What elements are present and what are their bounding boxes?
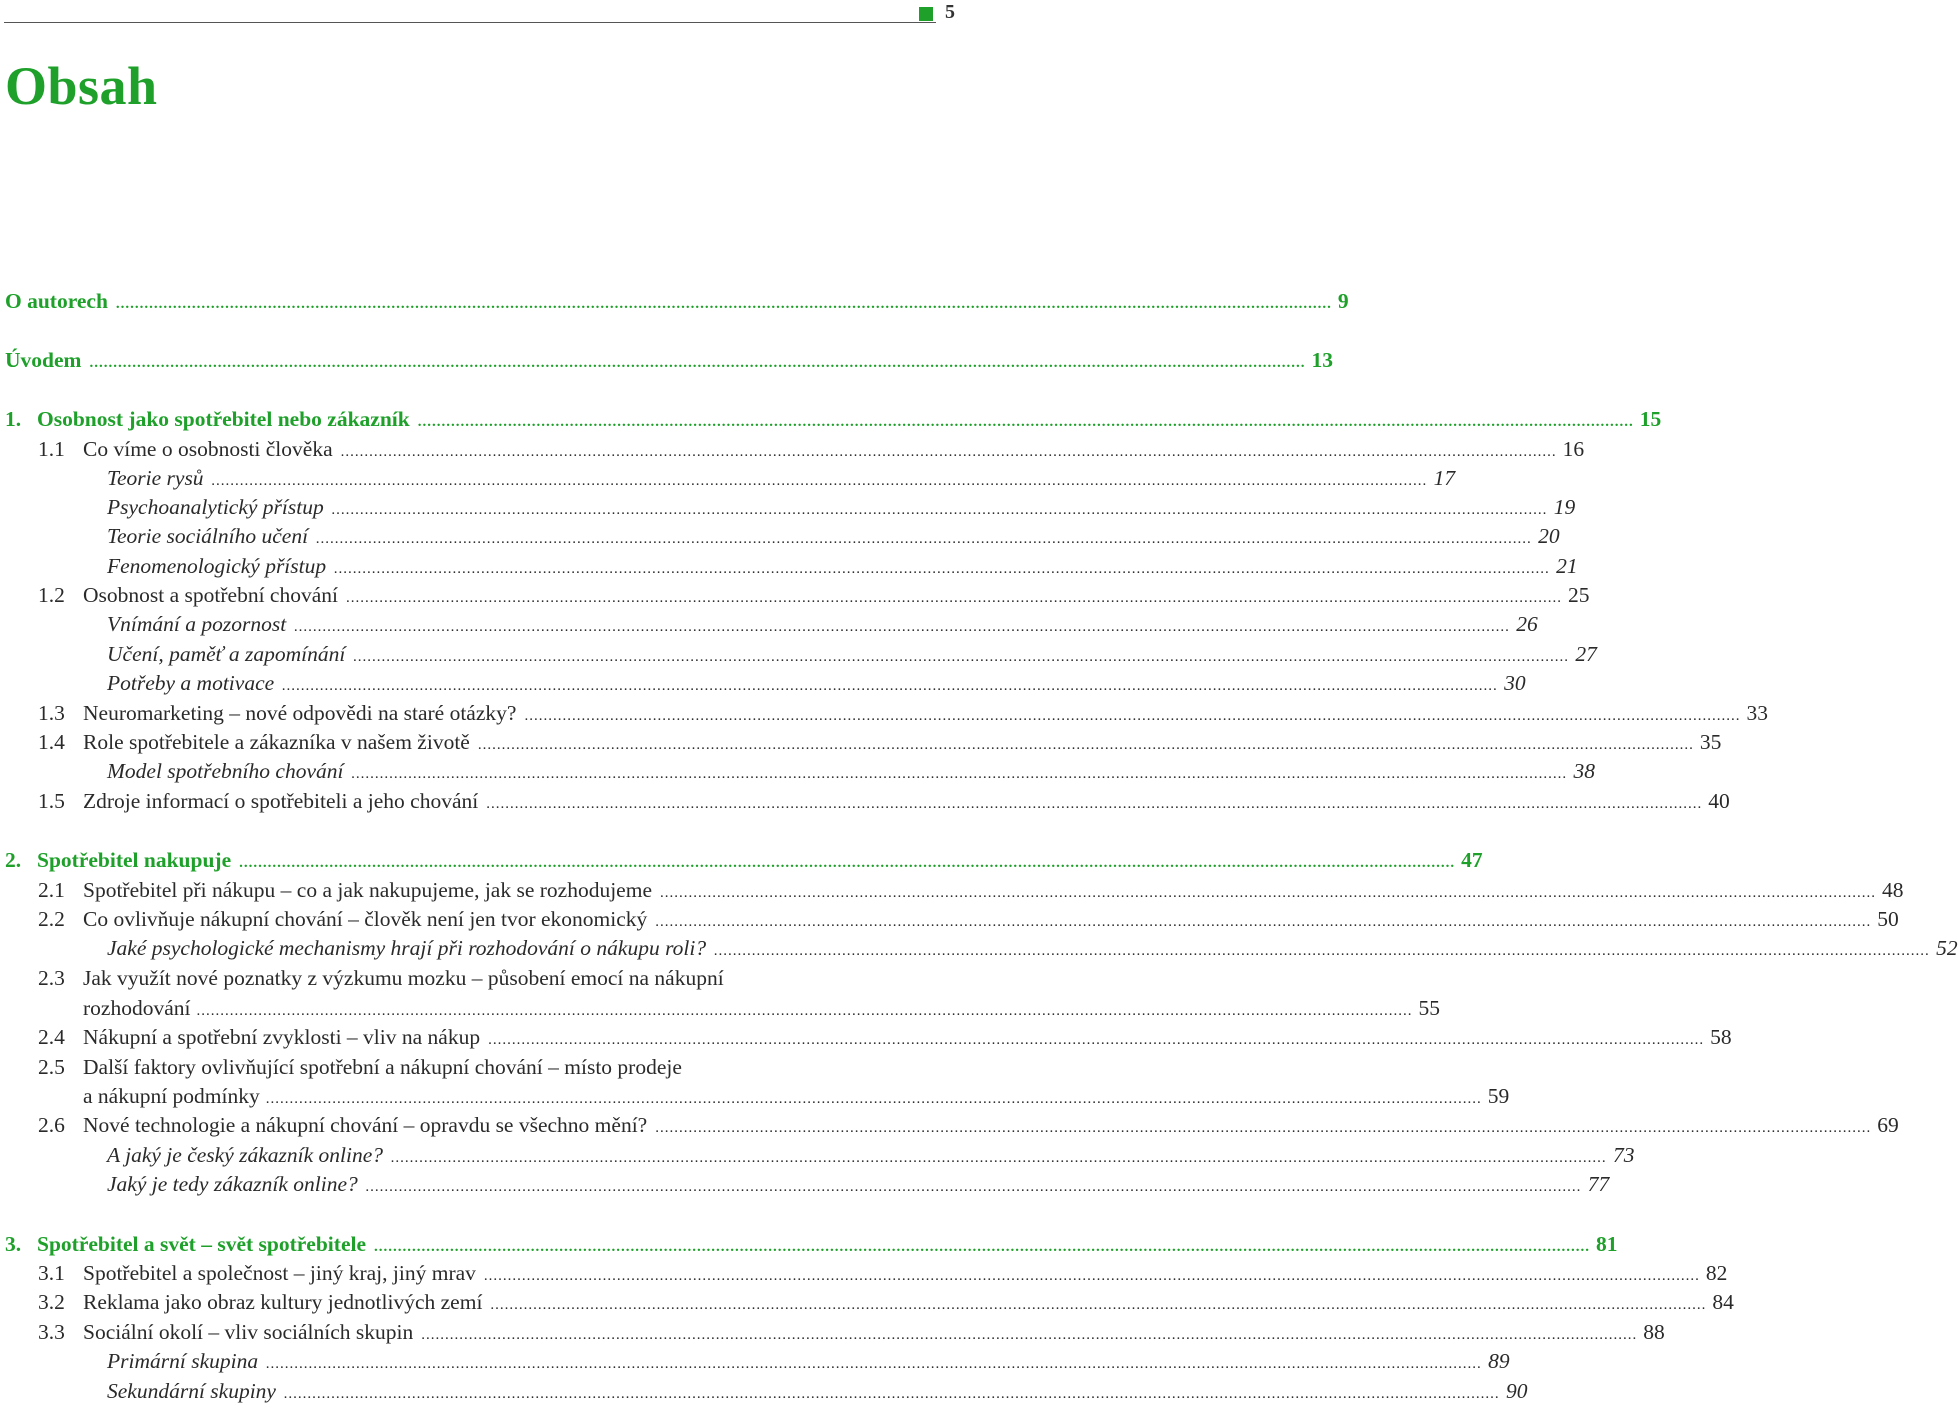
toc-entry[interactable] [0, 435, 1585, 464]
dot-leader [418, 408, 1634, 437]
toc-entry-title: Spotřebitel a svět – svět spotřebitele [37, 1232, 366, 1256]
toc-entry[interactable] [0, 699, 1768, 728]
toc-entry-page: 73 [1613, 1143, 1635, 1167]
toc-entry-title: Psychoanalytický přístup [107, 495, 324, 519]
toc-entry[interactable] [0, 905, 1899, 934]
toc-entry-number: 2.2 [38, 907, 65, 931]
dot-leader [294, 613, 1510, 642]
toc-entry-title: Spotřebitel nakupuje [37, 848, 232, 872]
toc-entry[interactable] [0, 287, 1349, 316]
dot-leader [282, 672, 1498, 701]
toc-entry[interactable] [0, 787, 1730, 816]
toc-entry[interactable] [0, 846, 1483, 875]
toc-entry[interactable] [0, 346, 1333, 375]
toc-entry-number: 1.2 [38, 583, 65, 607]
toc-entry-title: Spotřebitel při nákupu – co a jak nakupujeme, jak se rozhodujeme [83, 878, 652, 902]
toc-entry-title: Jaké psychologické mechanismy hrají při rozhodování o nákupu roli? [107, 936, 707, 960]
toc-entry-title: Neuromarketing – nové odpovědi na staré otázky? [83, 701, 517, 725]
toc-entry-title: A jaký je český zákazník online? [107, 1143, 384, 1167]
toc-entry-page: 52 [1936, 936, 1958, 960]
toc-entry-number: 3.3 [38, 1320, 65, 1344]
toc-entry[interactable] [0, 405, 1662, 434]
dot-leader [89, 349, 1305, 378]
toc-entry-page: 69 [1877, 1113, 1899, 1137]
toc-entry-title: Sociální okolí – vliv sociálních skupin [83, 1320, 414, 1344]
toc-entry[interactable] [0, 464, 1456, 493]
toc-entry-number: 2.1 [38, 878, 65, 902]
toc-entry-title: Role spotřebitele a zákazníka v našem životě [83, 730, 470, 754]
toc-entry-page: 19 [1553, 495, 1576, 519]
dot-leader [346, 584, 1562, 613]
dot-leader [316, 525, 1532, 554]
toc-entry-title: Zdroje informací o spotřebiteli a jeho chování [83, 789, 479, 813]
dot-leader [239, 849, 1455, 878]
toc-entry-number: 2. [5, 848, 22, 872]
toc-entry-title: Jak využít nové poznatky z výzkumu mozku – působení emocí na nákupní [83, 966, 724, 990]
dot-leader [366, 1173, 1582, 1202]
toc-entry-title: Spotřebitel a společnost – jiný kraj, jiný mrav [83, 1261, 476, 1285]
page-title: Obsah [5, 56, 158, 116]
toc-entry-title: Fenomenologický přístup [107, 554, 327, 578]
toc-entry[interactable] [0, 1141, 1635, 1170]
dot-leader [488, 1026, 1704, 1055]
dot-leader [524, 702, 1740, 731]
toc-entry-page: 47 [1461, 848, 1483, 872]
toc-entry-title: Učení, paměť a zapomínání [107, 642, 346, 666]
toc-entry-title: Osobnost jako spotřebitel nebo zákazník [37, 407, 410, 431]
toc-entry[interactable] [0, 1111, 1899, 1140]
toc-entry-page: 26 [1516, 612, 1538, 636]
dot-leader [353, 643, 1569, 672]
toc-entry-page: 50 [1877, 907, 1899, 931]
dot-leader [334, 555, 1550, 584]
dot-leader [660, 879, 1876, 908]
toc-entry[interactable] [0, 1023, 1732, 1052]
page-number: 5 [945, 1, 955, 23]
toc-entry-number: 2.6 [38, 1113, 65, 1137]
dot-leader [351, 760, 1567, 789]
dot-leader [714, 937, 1930, 966]
toc-entry-page: 9 [1337, 289, 1349, 313]
dot-leader [478, 731, 1694, 760]
toc-entry-title: Vnímání a pozornost [107, 612, 287, 636]
toc-entry-page: 21 [1556, 554, 1578, 578]
toc-entry[interactable] [0, 640, 1597, 669]
toc-entry[interactable] [0, 964, 908, 993]
toc-entry-title: Osobnost a spotřební chování [83, 583, 338, 607]
toc-entry[interactable] [0, 728, 1722, 757]
toc-entry-title: Sekundární skupiny [107, 1379, 276, 1403]
toc-entry-page: 33 [1746, 701, 1768, 725]
toc-entry-title: Reklama jako obraz kultury jednotlivých zemí [83, 1290, 483, 1314]
toc-entry[interactable] [0, 1053, 908, 1082]
dot-leader [332, 496, 1548, 525]
toc-entry[interactable] [0, 934, 1958, 963]
toc-entry-title: Model spotřebního chování [107, 759, 344, 783]
toc-entry[interactable] [0, 1377, 1528, 1406]
toc-entry-number: 2.5 [38, 1055, 65, 1079]
toc-entry[interactable] [0, 757, 1595, 786]
toc-entry[interactable] [0, 1259, 1728, 1288]
toc-entry[interactable] [0, 1347, 1510, 1376]
toc-entry-page: 77 [1587, 1172, 1610, 1196]
toc-entry-page: 30 [1504, 671, 1526, 695]
toc-entry-page: 84 [1712, 1290, 1734, 1314]
toc-entry-page: 27 [1575, 642, 1597, 666]
dot-leader [341, 438, 1557, 467]
toc-entry-title: Co ovlivňuje nákupní chování – člověk není jen tvor ekonomický [83, 907, 648, 931]
toc-entry-page: 58 [1710, 1025, 1732, 1049]
dot-leader [374, 1233, 1590, 1262]
toc-entry-page: 20 [1538, 524, 1560, 548]
dot-leader [284, 1380, 1500, 1409]
toc-entry-page: 89 [1488, 1349, 1510, 1373]
dot-leader [212, 467, 1428, 496]
dot-leader [484, 1262, 1700, 1291]
toc-entry-title: rozhodování [83, 996, 191, 1020]
dot-leader [266, 1350, 1482, 1379]
dot-leader [655, 908, 1871, 937]
toc-entry-title: Další faktory ovlivňující spotřební a nákupní chování – místo prodeje [83, 1055, 682, 1079]
toc-entry[interactable] [0, 610, 1538, 639]
dot-leader [391, 1144, 1607, 1173]
toc-entry-title: Co víme o osobnosti člověka [83, 437, 333, 461]
toc-entry-number: 1.1 [38, 437, 65, 461]
dot-leader [655, 1114, 1871, 1143]
toc-entry[interactable] [0, 1170, 1610, 1199]
toc-entry-number: 1.3 [38, 701, 65, 725]
toc-entry[interactable] [0, 1230, 1618, 1259]
toc-entry-number: 3. [5, 1232, 22, 1256]
toc-entry-number: 1.4 [38, 730, 65, 754]
toc-entry-number: 3.2 [38, 1290, 65, 1314]
toc-entry-title: Úvodem [5, 348, 82, 372]
dot-leader [486, 790, 1702, 819]
dot-leader [196, 997, 1412, 1026]
toc-entry-title: Teorie sociálního učení [107, 524, 309, 548]
toc-entry-page: 48 [1881, 878, 1904, 902]
toc-entry-page: 90 [1505, 1379, 1528, 1403]
dot-leader [490, 1291, 1706, 1320]
toc-entry-page: 38 [1573, 759, 1595, 783]
dot-leader [116, 290, 1332, 319]
toc-entry-page: 15 [1639, 407, 1662, 431]
toc-entry-page: 82 [1705, 1261, 1728, 1285]
toc-entry-title: Potřeby a motivace [107, 671, 275, 695]
toc-entry-title: Jaký je tedy zákazník online? [107, 1172, 358, 1196]
toc-entry-page: 17 [1433, 466, 1456, 490]
toc-entry[interactable] [0, 669, 1526, 698]
dot-leader [421, 1321, 1637, 1350]
toc-entry-title: Teorie rysů [107, 466, 204, 490]
toc-entry-page: 40 [1708, 789, 1730, 813]
toc-entry[interactable] [0, 522, 1560, 551]
dot-leader [266, 1085, 1482, 1114]
toc-entry-title: Nové technologie a nákupní chování – opravdu se všechno mění? [83, 1113, 648, 1137]
toc-entry-page: 88 [1643, 1320, 1665, 1344]
toc-entry-page: 81 [1596, 1232, 1618, 1256]
toc-entry-title: Nákupní a spotřební zvyklosti – vliv na nákup [83, 1025, 481, 1049]
toc-entry[interactable] [0, 876, 1904, 905]
toc-entry[interactable] [0, 552, 1578, 581]
toc-entry-title: O autorech [5, 289, 108, 313]
toc-entry-title: Primární skupina [107, 1349, 259, 1373]
toc-entry-number: 3.1 [38, 1261, 65, 1285]
toc-entry-title: a nákupní podmínky [83, 1084, 260, 1108]
toc-entry[interactable] [0, 1082, 1510, 1111]
toc-entry-page: 16 [1562, 437, 1585, 461]
toc-entry-number: 2.4 [38, 1025, 65, 1049]
toc-entry-page: 35 [1699, 730, 1722, 754]
toc-entry-page: 55 [1418, 996, 1440, 1020]
toc-entry-number: 1. [5, 407, 22, 431]
toc-entry-number: 2.3 [38, 966, 65, 990]
toc-entry-page: 13 [1311, 348, 1333, 372]
toc-entry-page: 59 [1487, 1084, 1510, 1108]
toc-entry[interactable] [0, 493, 1576, 522]
toc-entry[interactable] [0, 1288, 1734, 1317]
toc-entry-number: 1.5 [38, 789, 65, 813]
toc-entry-page: 25 [1567, 583, 1590, 607]
toc-entry[interactable] [0, 994, 1440, 1023]
toc-entry[interactable] [0, 1318, 1665, 1347]
toc-entry[interactable] [0, 581, 1590, 610]
